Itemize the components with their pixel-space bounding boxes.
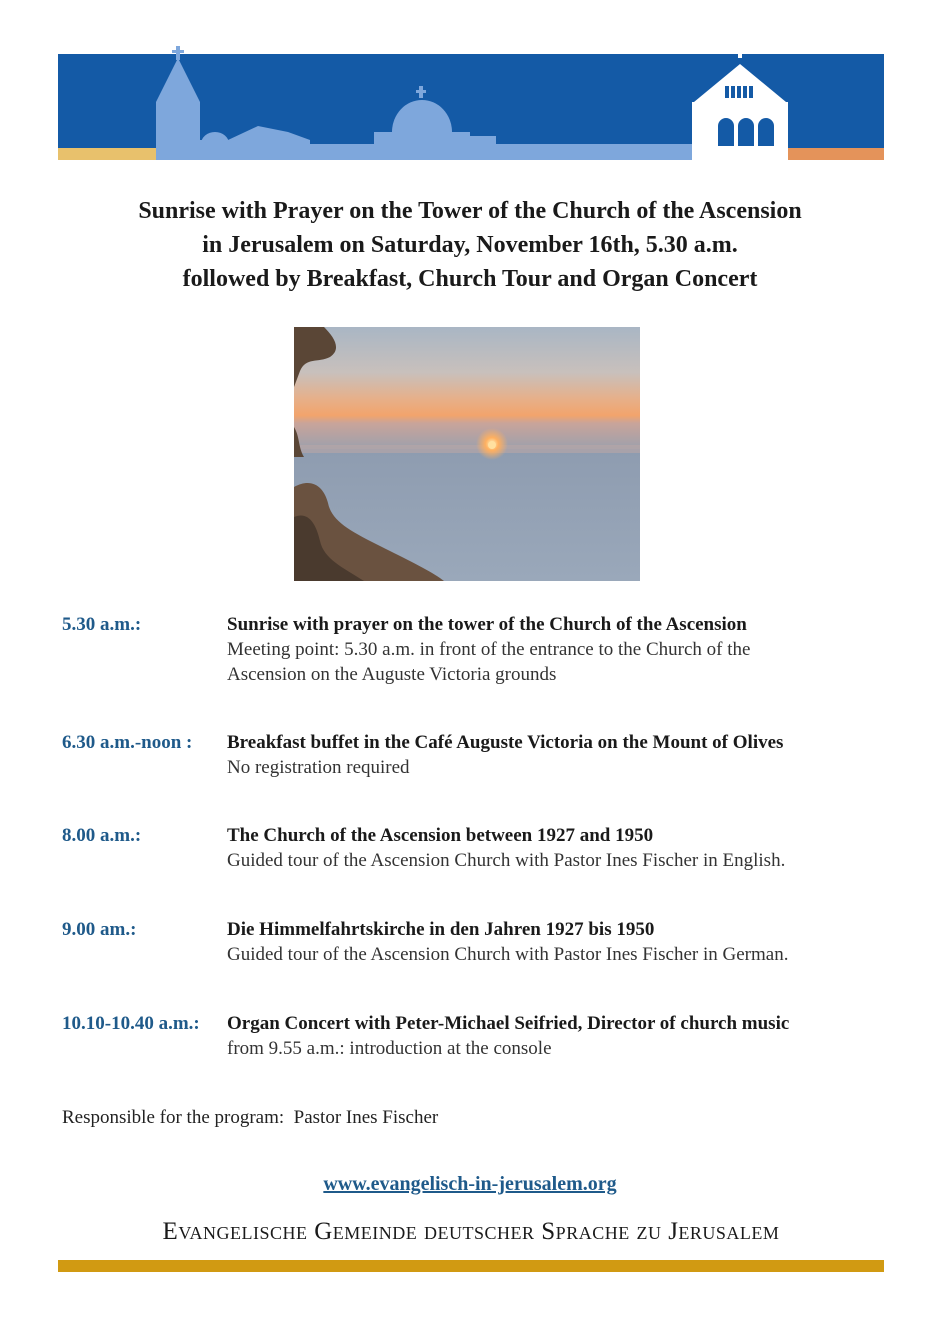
entry-heading: Organ Concert with Peter-Michael Seifried, Director of church music bbox=[227, 1013, 790, 1034]
entry-heading: Die Himmelfahrtskirche in den Jahren 1927 bis 1950 bbox=[227, 919, 655, 940]
title-line-2: in Jerusalem on Saturday, November 16th, 5.30 a.m. bbox=[202, 232, 738, 258]
schedule-entry bbox=[62, 612, 902, 730]
schedule-entry bbox=[62, 823, 902, 917]
schedule-entry bbox=[62, 1011, 902, 1071]
entry-description-line: Ascension on the Auguste Victoria grounds bbox=[227, 664, 557, 685]
header-banner bbox=[58, 40, 884, 162]
entry-time: 10.10-10.40 a.m.: bbox=[62, 1013, 200, 1034]
entry-time: 5.30 a.m.: bbox=[62, 614, 142, 635]
responsible-person: Responsible for the program: Pastor Ines Fischer bbox=[62, 1107, 439, 1128]
entry-time: 9.00 am.: bbox=[62, 919, 137, 940]
schedule-list bbox=[62, 612, 902, 1071]
title-line-3: followed by Breakfast, Church Tour and Organ Concert bbox=[182, 266, 758, 292]
entry-description-line: from 9.55 a.m.: introduction at the console bbox=[227, 1038, 552, 1059]
entry-description-line: No registration required bbox=[227, 757, 410, 778]
sunrise-photo bbox=[294, 327, 640, 581]
title-line-1: Sunrise with Prayer on the Tower of the Church of the Ascension bbox=[138, 198, 802, 224]
entry-heading: Breakfast buffet in the Café Auguste Victoria on the Mount of Olives bbox=[227, 732, 784, 753]
event-title bbox=[40, 194, 900, 296]
church-skyline-illustration bbox=[58, 40, 884, 162]
entry-time: 6.30 a.m.-noon : bbox=[62, 732, 193, 753]
schedule-entry bbox=[62, 730, 902, 823]
footer-divider bbox=[58, 1260, 884, 1272]
schedule-entry bbox=[62, 917, 902, 1011]
website-link[interactable]: www.evangelisch-in-jerusalem.org bbox=[323, 1173, 617, 1195]
entry-heading: Sunrise with prayer on the tower of the Church of the Ascension bbox=[227, 614, 747, 635]
entry-description-line: Guided tour of the Ascension Church with Pastor Ines Fischer in English. bbox=[227, 850, 786, 871]
entry-time: 8.00 a.m.: bbox=[62, 825, 142, 846]
entry-description-line: Meeting point: 5.30 a.m. in front of the entrance to the Church of the bbox=[227, 639, 751, 660]
entry-heading: The Church of the Ascension between 1927 and 1950 bbox=[227, 825, 654, 846]
entry-description-line: Guided tour of the Ascension Church with Pastor Ines Fischer in German. bbox=[227, 944, 789, 965]
organization-name: Evangelische Gemeinde deutscher Sprache zu Jerusalem bbox=[162, 1218, 780, 1245]
